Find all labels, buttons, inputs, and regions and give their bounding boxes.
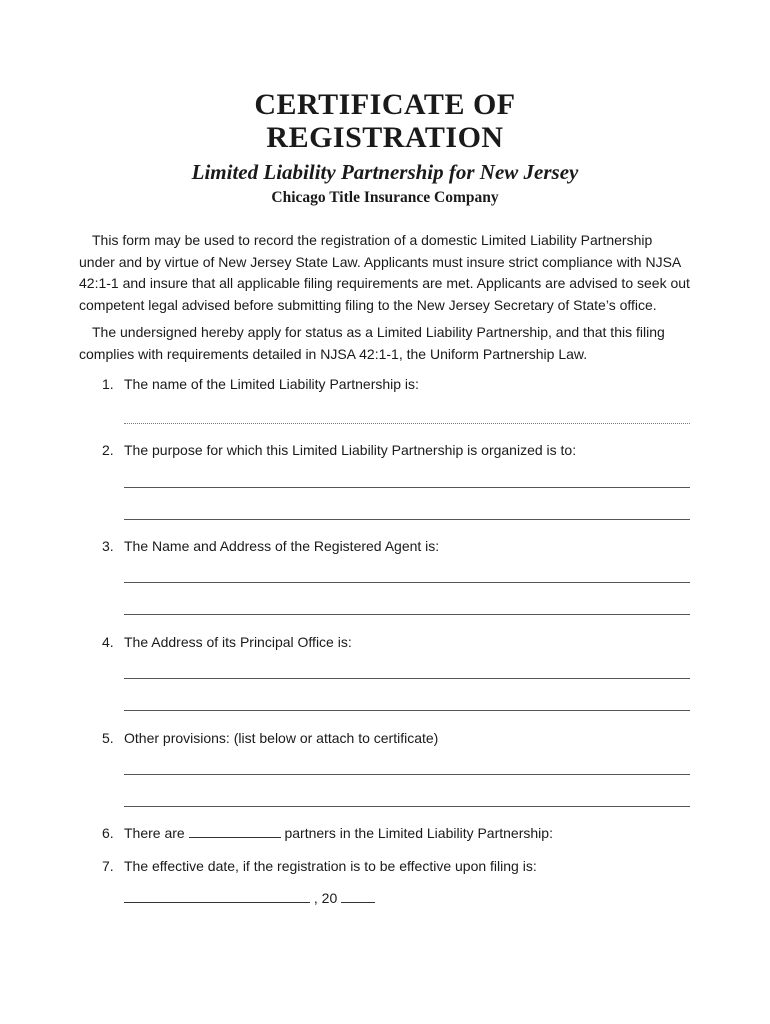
item-text: The effective date, if the registration is to be effective upon filing is: bbox=[124, 858, 537, 874]
registered-agent-field-line-1[interactable] bbox=[124, 582, 690, 583]
item-5 bbox=[102, 728, 438, 748]
intro-paragraph-1 bbox=[79, 230, 691, 316]
registered-agent-field-line-2[interactable] bbox=[124, 614, 690, 615]
item-2 bbox=[102, 440, 576, 460]
principal-office-field-line-2[interactable] bbox=[124, 710, 690, 711]
item-text: The name of the Limited Liability Partnership is: bbox=[124, 376, 419, 392]
item-text: The purpose for which this Limited Liability Partnership is organized is to: bbox=[124, 442, 577, 458]
item-number: 2. bbox=[102, 442, 114, 458]
item-text-after: partners in the Limited Liability Partnership: bbox=[284, 825, 553, 841]
document-title-line2: REGISTRATION bbox=[266, 121, 504, 154]
year-prefix: , 20 bbox=[313, 890, 338, 906]
partner-count-field[interactable] bbox=[189, 823, 281, 838]
document-title-line1: CERTIFICATE OF bbox=[254, 88, 516, 121]
intro-paragraph-2-text: The undersigned hereby apply for status as a Limited Liability Partnership, and that this filing complies with requirements detailed in NJSA 42:1-1, the Uniform Partnership Law. bbox=[79, 324, 665, 362]
company-name: Chicago Title Insurance Company bbox=[271, 189, 499, 206]
partnership-name-field[interactable] bbox=[124, 423, 690, 424]
item-4 bbox=[102, 632, 352, 652]
item-number: 4. bbox=[102, 634, 114, 650]
item-7 bbox=[102, 856, 537, 876]
item-number: 7. bbox=[102, 858, 114, 874]
item-number: 3. bbox=[102, 538, 114, 554]
other-provisions-field-line-2[interactable] bbox=[124, 806, 690, 807]
item-number: 6. bbox=[102, 825, 114, 841]
principal-office-field-line-1[interactable] bbox=[124, 678, 690, 679]
item-text-before: There are bbox=[124, 825, 185, 841]
document-subtitle: Limited Liability Partnership for New Jersey bbox=[191, 160, 579, 184]
item-text: Other provisions: (list below or attach to certificate) bbox=[124, 730, 439, 746]
item-text: The Name and Address of the Registered Agent is: bbox=[124, 538, 440, 554]
item-3 bbox=[102, 536, 439, 556]
purpose-field-line-1[interactable] bbox=[124, 487, 690, 488]
intro-paragraph-2 bbox=[79, 322, 691, 365]
purpose-field-line-2[interactable] bbox=[124, 519, 690, 520]
effective-date-field[interactable] bbox=[124, 888, 310, 903]
item-6 bbox=[102, 823, 553, 843]
item-text: The Address of its Principal Office is: bbox=[124, 634, 352, 650]
item-number: 1. bbox=[102, 376, 114, 392]
effective-date-row bbox=[124, 888, 375, 908]
intro-paragraph-1-text: This form may be used to record the registration of a domestic Limited Liability Partnership under and by virtue of New Jersey State Law. Applicants must insure strict compliance with NJSA 42:1-1 and insure that all applicable filing requirements are met. Applicants are advised to seek out competent legal advised before submitting filing to the New Jersey Secretary of State’s office. bbox=[79, 232, 690, 313]
item-1 bbox=[102, 374, 419, 394]
other-provisions-field-line-1[interactable] bbox=[124, 774, 690, 775]
item-number: 5. bbox=[102, 730, 114, 746]
effective-year-field[interactable] bbox=[341, 888, 375, 903]
